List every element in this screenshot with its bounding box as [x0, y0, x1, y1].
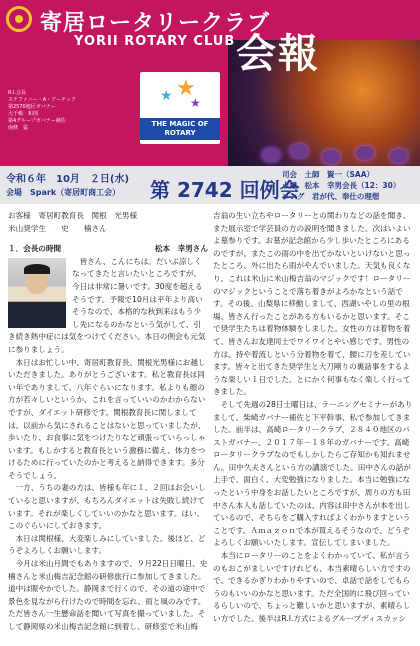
meeting-date: 令和６年 10月 ２日(水): [6, 174, 130, 185]
body-paragraph: 本日は関根様、大変楽しみにしていました。後ほど、どうぞよろしくお願いします。: [8, 533, 206, 556]
duty-line: ソング 君が代、奉仕の理想: [282, 192, 380, 201]
rotary-wheel-icon: [6, 6, 32, 32]
officer-line: 第4グループガバナー補佐: [8, 118, 66, 124]
star-icon: ★: [176, 76, 196, 101]
section-title: １．会長の時間: [8, 244, 62, 254]
meeting-duty: [282, 169, 400, 202]
officers-list: [8, 90, 76, 132]
officer-line: 大千嶋 和則: [8, 111, 39, 117]
lanterns-decoration: [260, 140, 420, 166]
club-title-jp: 寄居ロータリークラブ: [40, 11, 271, 36]
section-speaker: 松本 幸男さん: [154, 244, 208, 254]
body-paragraph: 本日はお忙しい中、寄居町教育長、関根光男様にお越しいただきました。ありがとうございます。私と教育長は同い年でありまして、八年ぐらいになります。私よりも顔の方が若々しいというか、これを言っていいのかわからないですが、ダイエット研修です。関根教育長に関しましては、以前から気にされることはないと思っていましたが、歩いたり、お食事に気をつけたりなど頑張っていらっしゃいます。もしかすると教育長という激務に備え、体力をつけるために行っていたのかと考えると納得できます。多分そうでしょう。: [8, 357, 206, 480]
star-icon: ★: [160, 88, 173, 104]
body-paragraph: 皆さん、こんにちは。だいぶ涼しくなってきたと言いたいところですが、今日は非常に暑いです。30度を超えるそうです。予報で10月は平年より高いそうなので、本格的な秋到来はもう少し先になるのかなという気がして、引き続き熱中症には気をつけてください。本日の例会も元気に参りましょう。: [8, 256, 206, 354]
club-title-en: YORII ROTARY CLUB: [74, 34, 236, 49]
officer-line: 第2570地区ガバナー: [8, 104, 56, 110]
section-heading: [8, 243, 208, 256]
body-paragraph: 今月は米山月間でもありますので、９月22日日曜日、史楠さんと米山梅吉記念館の研修旅行に参加してきました。道中は賑やかでした。静岡まで行くので、その道の途中で景色を見ながら行けたので時間を忘れ、雨と風のみです。ただ皆さん一生懸命話を聞いて写真を撮っていました。そして静岡県の米山梅吉記念館に到着し、研修室で米山梅: [8, 559, 208, 631]
theme-text: THE MAGIC OF ROTARY: [140, 118, 220, 140]
left-column: [8, 210, 208, 634]
meeting-number: 第 2742 回例会: [150, 178, 300, 202]
officer-line: R.I.会長: [8, 90, 26, 96]
meeting-info-bar: [0, 166, 420, 204]
officer-line: ステファニー・A・アーチック: [8, 97, 76, 103]
body-paragraph: 一方、うちの妻の方は、皆様も年に１、２回はお会いしていると思いますが、もちろんダイエットは失敗し続けています。それが楽しくしていいのかなと思います。はい、このぐらいにしておきます。: [8, 483, 206, 531]
meeting-venue: 会場 Spark（寄居町商工会）: [6, 188, 121, 197]
guest-line: お客様 寄居町教育長 関根 光男様: [8, 211, 138, 220]
duty-line: 点鐘 松本 幸男会長（12：30）: [282, 181, 401, 190]
officer-line: 南條 猛: [8, 125, 29, 131]
body-paragraph: 本当にロータリーのことをよくわかっていて、私が言うのもおこがましいですけれども、本当素晴らしい方ですので、できるかぎりわかりやすいので、卓話で話をしてもらうのもいいのかなと思います。ただ全国的に飛び回っているらしいので、ちょっと難しいかと思いますが、素晴らしい方でした。後半はR.I.方式によるグループディスカッシ: [213, 551, 411, 623]
guests-block: [8, 210, 208, 235]
newsletter-header: [0, 0, 420, 166]
president-photo: [8, 258, 66, 328]
body-paragraph: 吉翁の生い立ちやロータリーとの関わりなどの話を聞き、また展示室で学芸員の方の説明を聞きました。次はいよいよ墓参りです。お墓が記念館から少し歩いたところにあるのですが、またこの雨の中を出てかないといけないと思ったところ、外に出たら雨がやんでいました。天気も良くなり、これは米山に米山梅吉翁のマジックです！ロータリーのマジックということで落ち着きがよろかなという話です。その後、山梨県に移動しまして、西湖いやしの里の根場、皆さん行ったことがある方もいるかと思います。そこで奨学生たちは着物体験をしました。女性の方は着物を着て、皆さんお友達同士でワイワイとやい感じです。男性の方は、持や着流しという分着物を着て、腰に刀を差しています。皆々と出てきた奨学生と大刀剛りの裏話事をするような楽しい１日でした。とにかく何事もなく楽しく行ってきました。: [213, 211, 411, 397]
theme-logo: [140, 72, 220, 144]
newsletter-title: 会報: [236, 31, 320, 77]
duty-line: 司会 土師 賢一（SAA）: [282, 170, 375, 179]
star-icon: ★: [190, 96, 201, 110]
body-paragraph: そして先週の28日土曜日は、ラーニングセミナーがありまして、柴崎ガバナー補佐と下平幹事、私で参加してきました。前半は、高崎ロータリークラブ、２８４０地区のパストガバナー、２０１７年－１８年のガバナーです。高崎ロータリークラブなのでもしかしたらご存知かも知れません。田中久夫さんという方の講演でした。田中さんの話が上手で、面白く、大変勉強になりました。本当に勉強になったという中身をお話したいところですが、周りの方も田中さん本人も話していたのは、内容は田中さんが本を出しているので、そちらをご購入すればよくわかりますということです。Ａｍａｚｏｎで本が買えるそうなので、どうぞよろしくお願いいたします。宣伝してしまいました。: [213, 399, 413, 548]
guest-line: 米山奨学生 史 楠さん: [8, 223, 107, 233]
right-column: [213, 210, 413, 626]
